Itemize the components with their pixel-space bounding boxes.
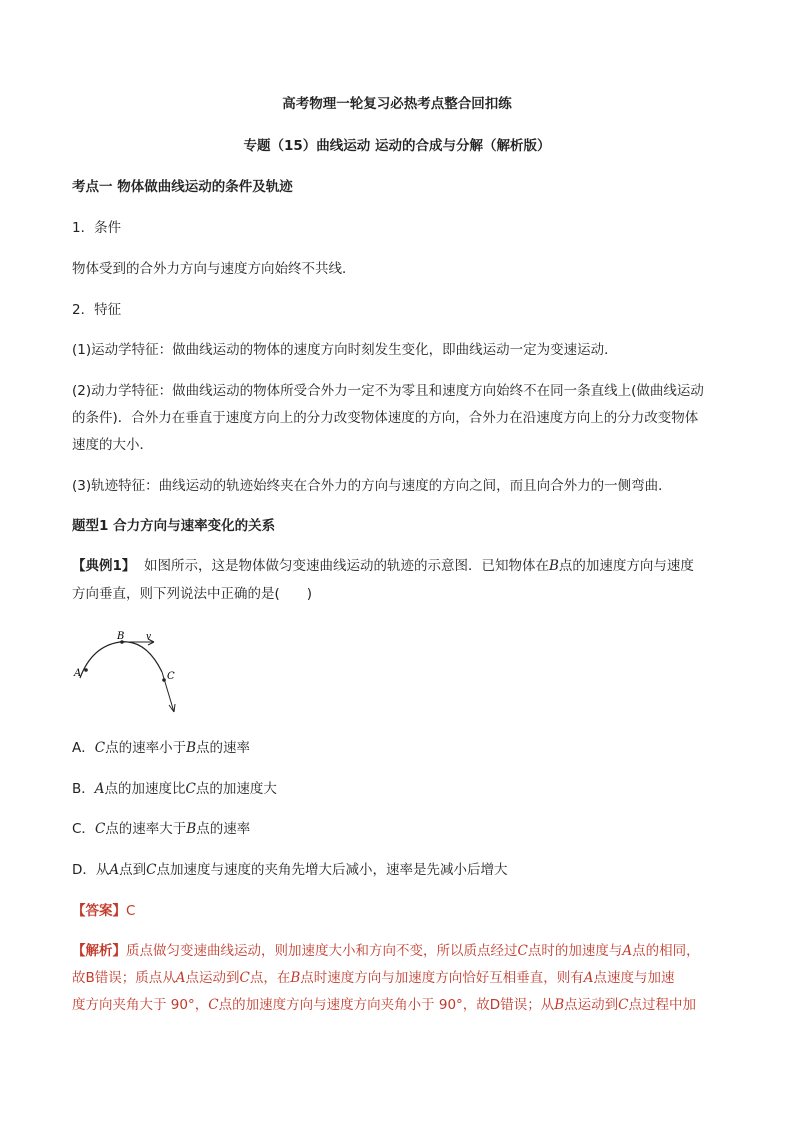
option-d: D．从A点到C点加速度与速度的夹角先增大后减小，速率是先减小后增大 [72, 862, 508, 878]
trajectory-figure [72, 628, 192, 718]
example-tag: 【典例1】 [72, 558, 136, 574]
label-a: A [74, 668, 82, 679]
trajectory-curve [80, 642, 162, 678]
feature-3: (3)轨迹特征：曲线运动的轨迹始终夹在合外力的方向与速度的方向之间，而且向合外力的一侧弯曲． [72, 478, 672, 494]
option-c: C．C点的速率大于B点的速率 [72, 821, 251, 837]
condition-text: 物体受到的合外力方向与速度方向始终不共线． [72, 261, 356, 277]
feature-title: 2．特征 [72, 302, 122, 318]
answer-value: C [126, 903, 136, 919]
option-a: A．C点的速率小于B点的速率 [72, 740, 251, 756]
analysis-line2: 故B错误；质点从A点运动到C点，在B点时速度方向与加速度方向恰好互相垂直，则有A点速度与加速 [72, 970, 675, 986]
feature-2-line2: 的条件)．合外力在垂直于速度方向上的分力改变物体速度的方向，合外力在沿速度方向上的分力改变物体 [72, 410, 699, 426]
condition-title: 1．条件 [72, 220, 122, 236]
analysis-line3: 度方向夹角大于 90°，C点的加速度方向与速度方向夹角小于 90°，故D错误；从B点运动到C点过程中加 [72, 997, 696, 1013]
point-c [162, 678, 166, 682]
type1-heading: 题型1 合力方向与速率变化的关系 [72, 518, 276, 534]
answer-tag: 【答案】 [72, 903, 126, 919]
option-b: B．A点的加速度比C点的加速度大 [72, 781, 277, 797]
doc-title: 高考物理一轮复习必热考点整合回扣练 [282, 96, 512, 112]
feature-2-line1: (2)动力学特征：做曲线运动的物体所受合外力一定不为零且和速度方向始终不在同一条直线上(做曲线运动 [72, 383, 704, 399]
label-c: C [167, 671, 175, 682]
section-heading: 考点一 物体做曲线运动的条件及轨迹 [72, 179, 293, 195]
analysis-line1: 【解析】质点做匀变速曲线运动，则加速度大小和方向不变，所以质点经过C点时的加速度与A点的相同， [72, 943, 700, 959]
label-v: v [146, 632, 152, 642]
analysis-tag: 【解析】 [72, 943, 126, 959]
feature-2-line3: 速度的大小． [72, 437, 153, 453]
point-a [84, 668, 88, 672]
answer-line [72, 901, 135, 921]
feature-1: (1)运动学特征：做曲线运动的物体的速度方向时刻发生变化，即曲线运动一定为变速运动． [72, 342, 618, 358]
label-b: B [117, 631, 125, 642]
doc-subtitle: 专题（15）曲线运动 运动的合成与分解（解析版） [243, 138, 551, 154]
question-line1: 【典例1】 如图所示，这是物体做匀变速曲线运动的轨迹的示意图．已知物体在B点的加速度方向与速度 [72, 558, 694, 574]
question-line2: 方向垂直，则下列说法中正确的是( ) [72, 586, 313, 602]
